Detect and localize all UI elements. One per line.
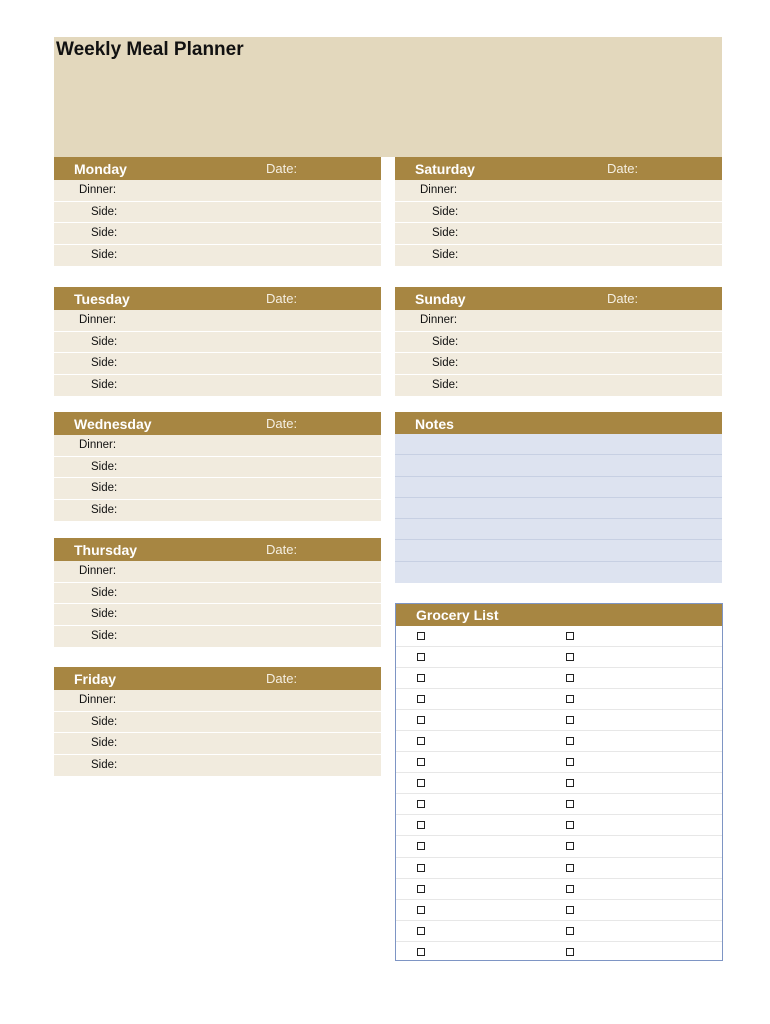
grocery-row: [396, 900, 722, 921]
day-header: [395, 157, 722, 180]
day-header: [54, 287, 381, 310]
day-name: Saturday: [415, 161, 475, 177]
dinner-label: Dinner:: [79, 694, 117, 706]
grocery-checkbox[interactable]: [417, 842, 425, 850]
side-row[interactable]: [54, 353, 381, 375]
side-label: Side:: [91, 629, 118, 642]
dinner-label: Dinner:: [79, 439, 117, 451]
grocery-checkbox[interactable]: [566, 758, 574, 766]
day-name: Monday: [74, 161, 127, 177]
side-row[interactable]: [54, 223, 381, 245]
side-label: Side:: [432, 357, 459, 369]
side-row[interactable]: [54, 500, 381, 522]
grocery-checkbox[interactable]: [417, 674, 425, 682]
dinner-label: Dinner:: [79, 565, 117, 577]
side-label: Side:: [432, 205, 459, 218]
dinner-row[interactable]: [54, 435, 381, 457]
grocery-row: [396, 942, 722, 963]
notes-line[interactable]: [395, 540, 722, 561]
grocery-title: Grocery List: [416, 607, 499, 623]
day-header: [54, 538, 381, 561]
grocery-row: [396, 815, 722, 836]
dinner-row[interactable]: [54, 310, 381, 332]
side-label: Side:: [91, 608, 118, 620]
notes-header: [395, 412, 722, 434]
grocery-checkbox[interactable]: [566, 716, 574, 724]
grocery-header: [396, 604, 722, 626]
grocery-checkbox[interactable]: [566, 695, 574, 703]
grocery-checkbox[interactable]: [417, 779, 425, 787]
side-row[interactable]: [54, 583, 381, 605]
day-block-friday: [54, 667, 381, 776]
side-label: Side:: [91, 357, 118, 369]
dinner-label: Dinner:: [420, 314, 458, 326]
grocery-checkbox[interactable]: [566, 842, 574, 850]
grocery-list: [395, 603, 723, 961]
side-row[interactable]: [395, 353, 722, 375]
side-row[interactable]: [54, 457, 381, 479]
side-row[interactable]: [54, 375, 381, 397]
day-block-tuesday: [54, 287, 381, 396]
grocery-row: [396, 921, 722, 942]
side-row[interactable]: [54, 245, 381, 267]
day-block-thursday: [54, 538, 381, 647]
grocery-checkbox[interactable]: [566, 906, 574, 914]
date-label: Date:: [266, 416, 298, 431]
day-name: Thursday: [74, 542, 138, 558]
dinner-row[interactable]: [395, 310, 722, 332]
dinner-row[interactable]: [54, 690, 381, 712]
grocery-checkbox[interactable]: [566, 674, 574, 682]
side-label: Side:: [432, 378, 459, 391]
side-row[interactable]: [395, 202, 722, 224]
grocery-checkbox[interactable]: [566, 737, 574, 745]
grocery-row: [396, 647, 722, 668]
side-label: Side:: [91, 482, 118, 494]
side-row[interactable]: [54, 478, 381, 500]
grocery-checkbox[interactable]: [417, 927, 425, 935]
side-label: Side:: [91, 503, 118, 516]
day-block-wednesday: [54, 412, 381, 521]
date-label: Date:: [607, 161, 639, 176]
grocery-row: [396, 879, 722, 900]
side-row[interactable]: [54, 755, 381, 777]
grocery-row: [396, 794, 722, 815]
side-label: Side:: [91, 227, 118, 239]
notes-line[interactable]: [395, 477, 722, 498]
grocery-rows: [396, 626, 722, 963]
day-header: [54, 157, 381, 180]
grocery-checkbox[interactable]: [417, 906, 425, 914]
date-label: Date:: [607, 291, 639, 306]
day-name: Friday: [74, 671, 117, 687]
grocery-checkbox[interactable]: [417, 800, 425, 808]
dinner-label: Dinner:: [420, 184, 458, 196]
day-name: Wednesday: [74, 416, 152, 432]
grocery-checkbox[interactable]: [417, 885, 425, 893]
side-row[interactable]: [54, 202, 381, 224]
grocery-checkbox[interactable]: [566, 653, 574, 661]
notes-line[interactable]: [395, 519, 722, 540]
grocery-checkbox[interactable]: [417, 821, 425, 829]
side-row[interactable]: [395, 375, 722, 397]
side-label: Side:: [91, 248, 118, 261]
day-block-sunday: [395, 287, 722, 396]
side-label: Side:: [91, 335, 118, 348]
grocery-checkbox[interactable]: [417, 716, 425, 724]
day-header: [395, 287, 722, 310]
dinner-row[interactable]: [54, 561, 381, 583]
grocery-checkbox[interactable]: [566, 927, 574, 935]
date-label: Date:: [266, 161, 298, 176]
day-header: [54, 412, 381, 435]
grocery-checkbox[interactable]: [566, 821, 574, 829]
grocery-row: [396, 752, 722, 773]
notes-line[interactable]: [395, 434, 722, 455]
side-label: Side:: [432, 335, 459, 348]
notes-section: [395, 412, 722, 583]
side-label: Side:: [91, 378, 118, 391]
day-block-saturday: [395, 157, 722, 266]
side-row[interactable]: [395, 245, 722, 267]
dinner-row[interactable]: [395, 180, 722, 202]
grocery-checkbox[interactable]: [566, 948, 574, 956]
grocery-row: [396, 773, 722, 794]
day-header: [54, 667, 381, 690]
notes-line[interactable]: [395, 498, 722, 519]
side-label: Side:: [432, 248, 459, 261]
side-label: Side:: [91, 205, 118, 218]
grocery-checkbox[interactable]: [566, 864, 574, 872]
side-label: Side:: [91, 460, 118, 473]
grocery-row: [396, 836, 722, 857]
grocery-row: [396, 668, 722, 689]
side-row[interactable]: [54, 604, 381, 626]
date-label: Date:: [266, 671, 298, 686]
day-name: Tuesday: [74, 291, 130, 307]
side-row[interactable]: [54, 712, 381, 734]
grocery-checkbox[interactable]: [417, 737, 425, 745]
notes-title: Notes: [415, 416, 454, 432]
dinner-label: Dinner:: [79, 184, 117, 196]
grocery-checkbox[interactable]: [566, 800, 574, 808]
side-label: Side:: [432, 227, 459, 239]
page-title: Weekly Meal Planner: [56, 39, 244, 60]
notes-lines: [395, 434, 722, 583]
date-label: Date:: [266, 542, 298, 557]
side-row[interactable]: [395, 223, 722, 245]
day-name: Sunday: [415, 291, 466, 307]
grocery-checkbox[interactable]: [566, 779, 574, 787]
notes-line[interactable]: [395, 455, 722, 476]
dinner-label: Dinner:: [79, 314, 117, 326]
title-band: [54, 37, 722, 157]
day-block-monday: [54, 157, 381, 266]
side-label: Side:: [91, 758, 118, 771]
grocery-row: [396, 626, 722, 647]
side-row[interactable]: [54, 626, 381, 648]
side-label: Side:: [91, 586, 118, 599]
side-row[interactable]: [54, 733, 381, 755]
date-label: Date:: [266, 291, 298, 306]
side-label: Side:: [91, 737, 118, 749]
grocery-row: [396, 731, 722, 752]
grocery-checkbox[interactable]: [417, 632, 425, 640]
dinner-row[interactable]: [54, 180, 381, 202]
grocery-row: [396, 710, 722, 731]
grocery-checkbox[interactable]: [566, 632, 574, 640]
grocery-checkbox[interactable]: [417, 864, 425, 872]
side-row[interactable]: [395, 332, 722, 354]
grocery-checkbox[interactable]: [417, 695, 425, 703]
side-label: Side:: [91, 715, 118, 728]
grocery-row: [396, 689, 722, 710]
notes-line[interactable]: [395, 562, 722, 583]
grocery-checkbox[interactable]: [417, 653, 425, 661]
grocery-checkbox[interactable]: [417, 758, 425, 766]
side-row[interactable]: [54, 332, 381, 354]
grocery-row: [396, 858, 722, 879]
grocery-checkbox[interactable]: [417, 948, 425, 956]
grocery-checkbox[interactable]: [566, 885, 574, 893]
